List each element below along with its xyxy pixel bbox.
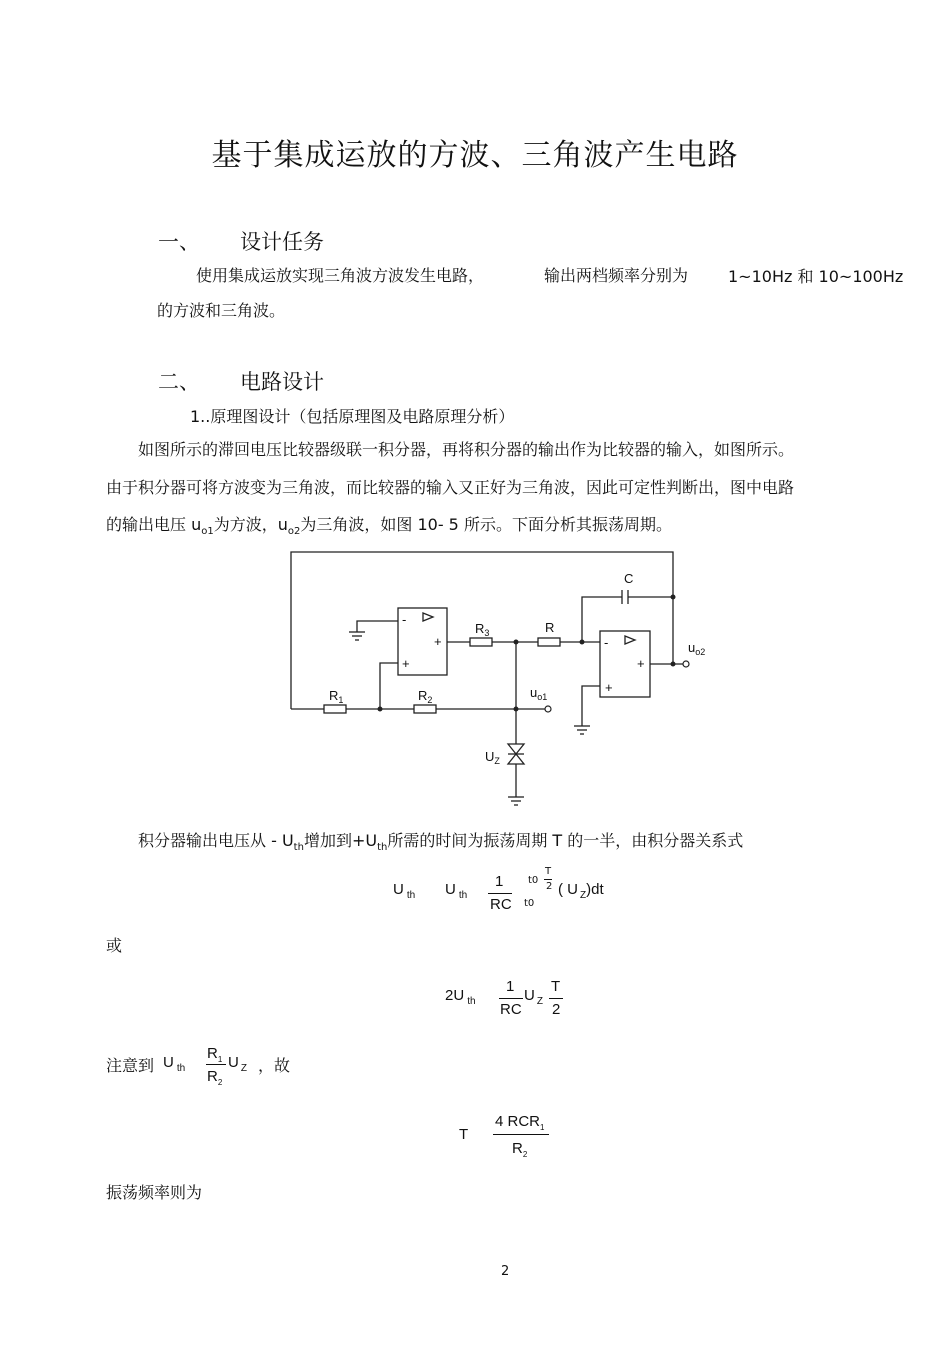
label-uz: $U_Z$: [485, 749, 500, 766]
section1-line1c: 1~10Hz 和 10~100Hz: [728, 267, 904, 286]
opamp2-plus-out: +: [637, 656, 645, 671]
page-number: 2: [501, 1264, 510, 1279]
section1-number: 一、: [158, 230, 200, 254]
or-text: 或: [106, 936, 123, 955]
label-c: C: [624, 571, 634, 586]
resistor-r1: [324, 705, 346, 713]
zener-diode-bottom: [508, 754, 524, 764]
resistor-r3: [470, 638, 492, 646]
label-r1: $R_1$: [329, 688, 344, 705]
opamp1-minus: -: [402, 612, 407, 627]
uo1-terminal: [545, 706, 551, 712]
section2-subheading: 1..原理图设计（包括原理图及电路原理分析）: [190, 407, 515, 426]
zener-diode-top: [508, 744, 524, 754]
label-uo2: $u_{o2}$: [688, 640, 706, 657]
section2-para2: 由于积分器可将方波变为三角波，而比较器的输入又正好为三角波，因此可定性判断出，图中电路: [106, 478, 795, 497]
label-uo1: $u_{o1}$: [530, 685, 548, 702]
section1-line1a: 使用集成运放实现三角波方波发生电路，: [196, 266, 485, 285]
uo2-terminal: [683, 661, 689, 667]
section2-number: 二、: [158, 370, 200, 394]
resistor-r2: [414, 705, 436, 713]
label-r3: $R_3$: [475, 621, 490, 638]
section1-line2: 的方波和三角波。: [157, 301, 286, 320]
resistor-r: [538, 638, 560, 646]
label-r2: $R_2$: [418, 688, 433, 705]
opamp1-plus: +: [402, 656, 410, 671]
section2-heading: 电路设计: [240, 370, 324, 394]
last-line: 振荡频率则为: [106, 1183, 203, 1202]
opamp1-plus-out: +: [434, 634, 442, 649]
section1-heading: 设计任务: [240, 230, 324, 254]
opamp2-plus: +: [605, 680, 613, 695]
opamp2-minus: -: [604, 635, 609, 650]
section2-para1: 如图所示的滞回电压比较器级联一积分器，再将积分器的输出作为比较器的输入，如图所示。: [138, 440, 795, 459]
section1-line1b: 输出两档频率分别为: [544, 266, 689, 285]
label-r: R: [545, 620, 555, 635]
page-title: 基于集成运放的方波、三角波产生电路: [211, 138, 739, 173]
section2-para3: 的输出电压 $u_{o1}$为方波，$u_{o2}$为三角波，如图 10- 5 所示。下面分析其振荡周期。: [106, 515, 672, 537]
para-integrator: 积分器输出电压从 - $U_{th}$增加到$+U_{th}$所需的时间为振荡周期 T 的一半，由积分器关系式: [138, 831, 744, 853]
